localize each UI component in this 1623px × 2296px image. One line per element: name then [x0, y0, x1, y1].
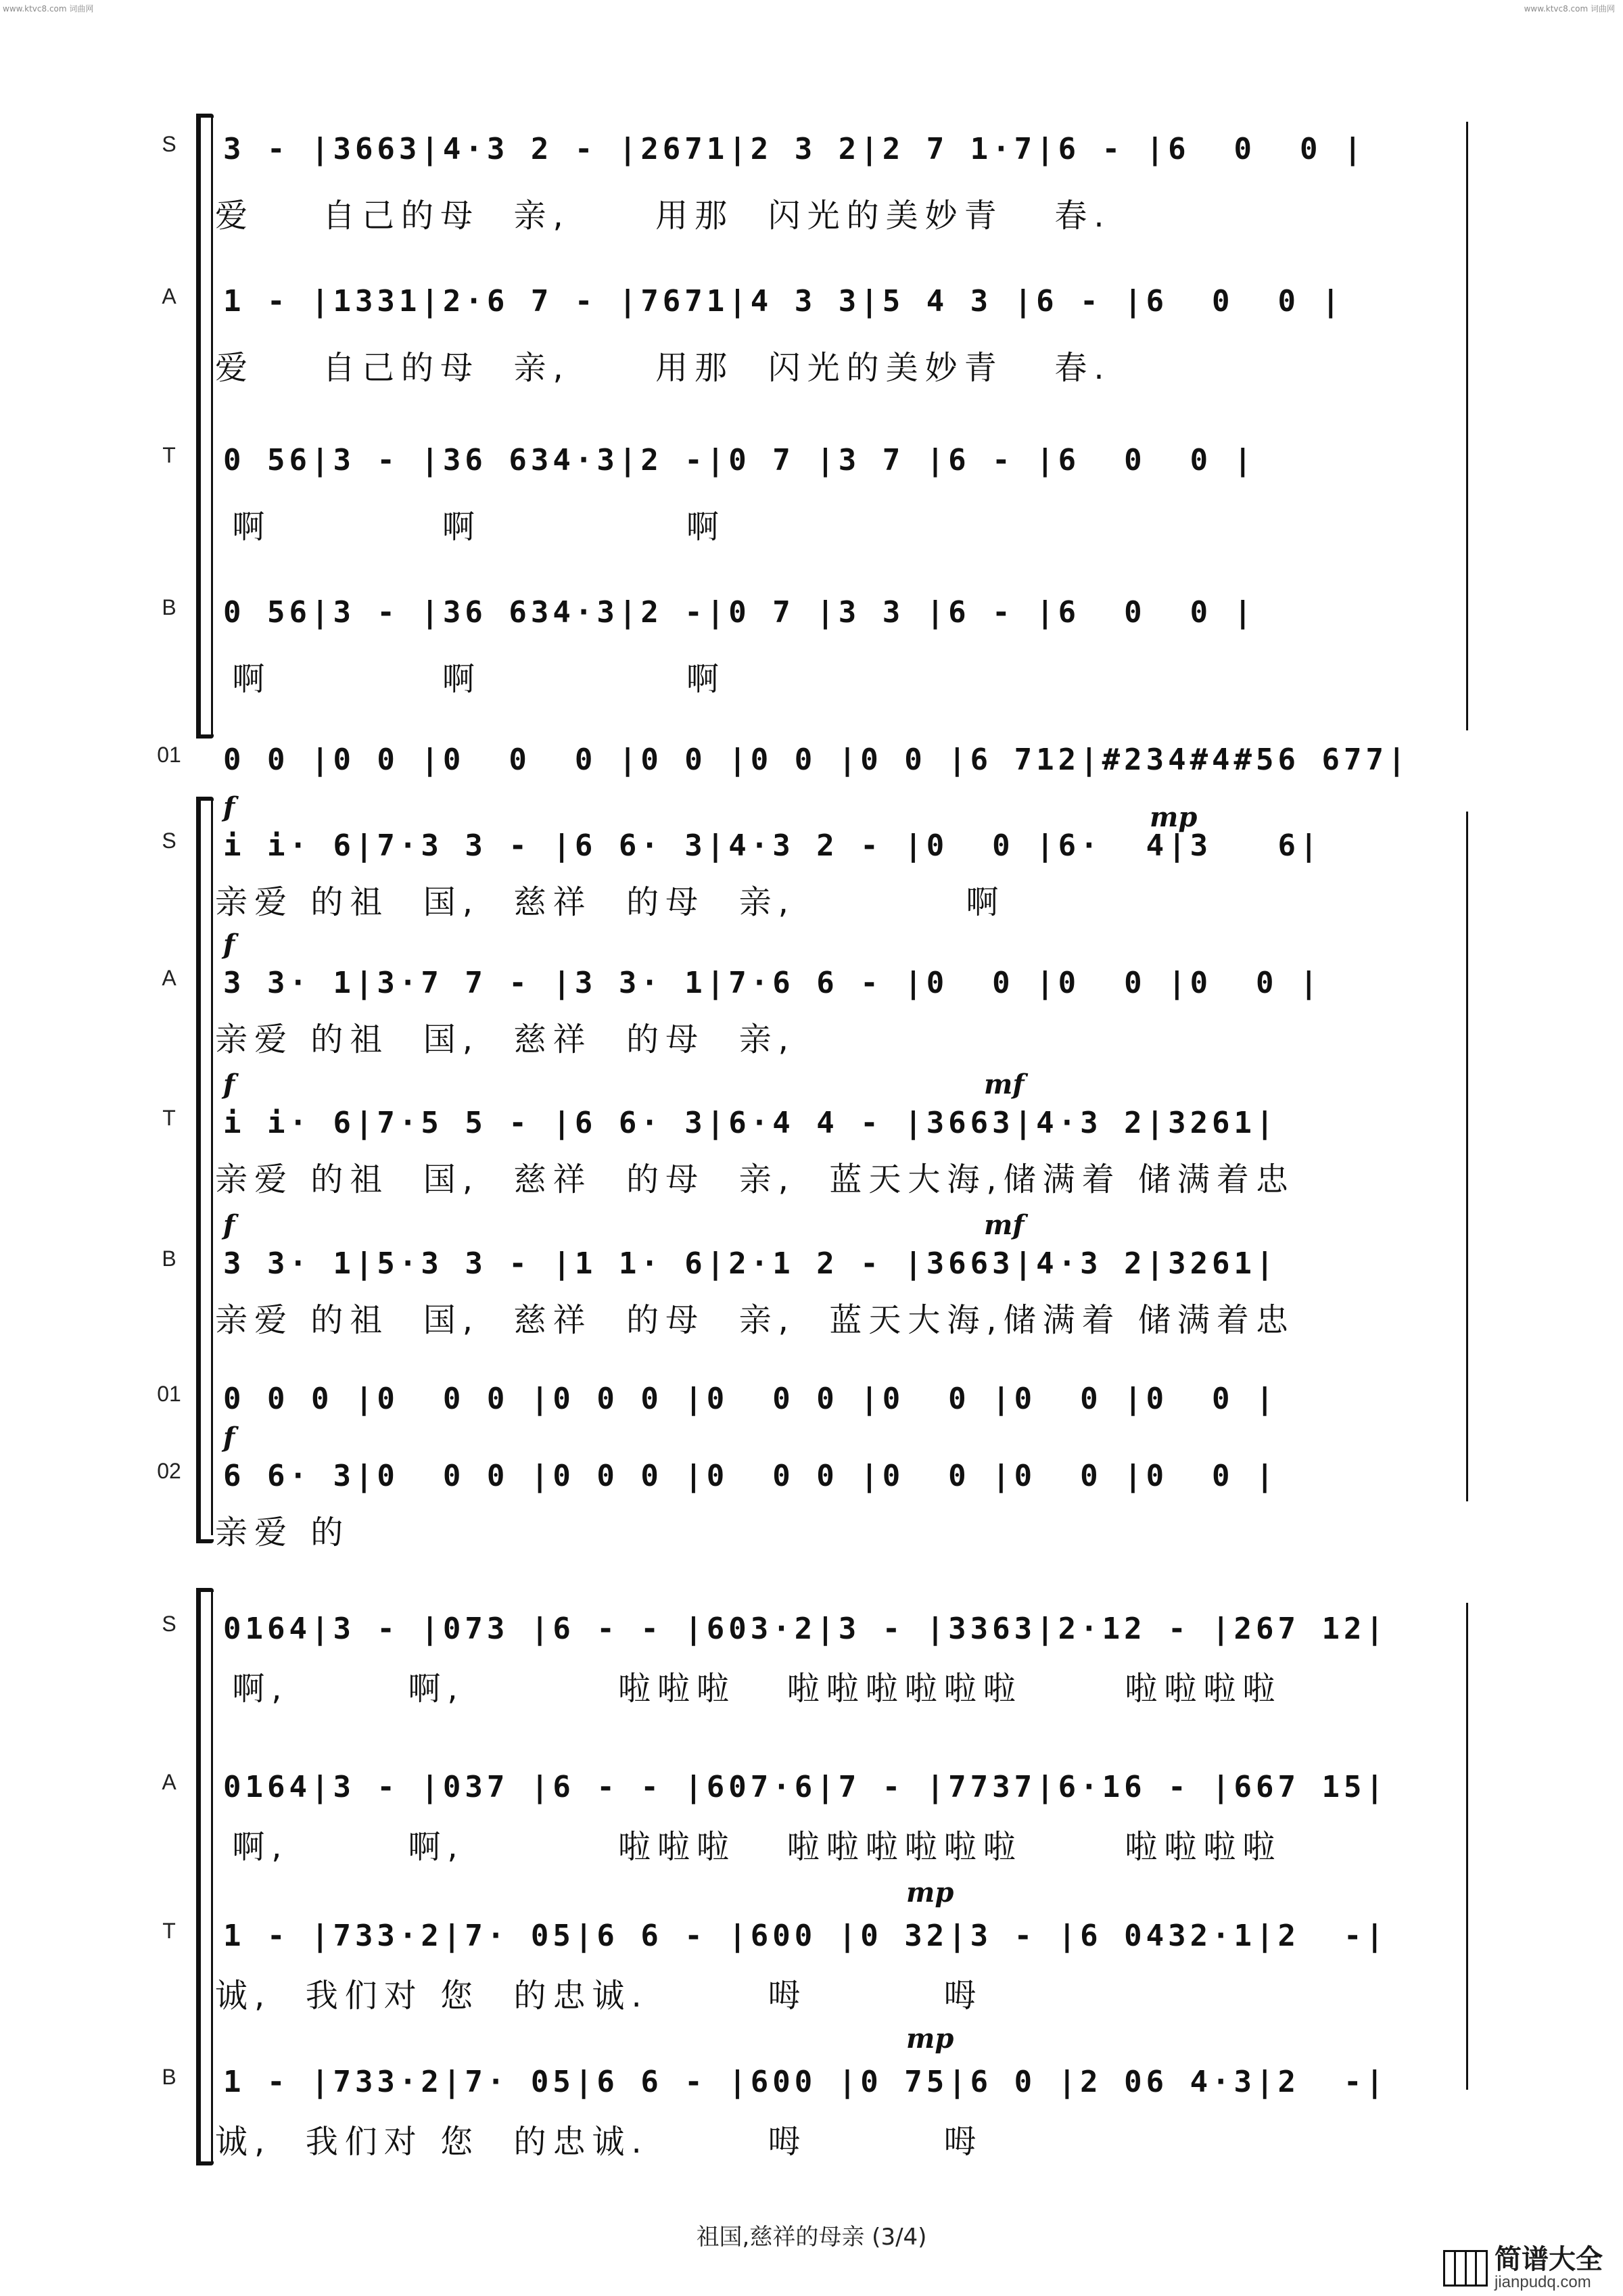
notation-line: 0164|3 - |073 |6 - - |603·2|3 - |3363|2·12 - |267 12|: [223, 1612, 1388, 1646]
dynamic-mark: mf: [984, 1069, 1025, 1100]
part-label: 01: [157, 743, 181, 767]
part-label: B: [162, 2065, 177, 2089]
piano-icon: [1443, 2250, 1488, 2287]
lyric-line: 啊 啊 啊: [215, 508, 726, 546]
part-label: B: [162, 1246, 177, 1271]
notation-line: 1 - |733·2|7· 05|6 6 - |600 |0 75|6 0 |2 06 4·3|2 -|: [223, 2065, 1388, 2099]
lyric-line: 亲爱 的祖 国, 慈祥 的母 亲, 蓝天大海,储满着 储满着忠: [215, 1161, 1295, 1198]
lyric-line: 爱 自己的母 亲, 用那 闪光的美妙青 春.: [215, 349, 1111, 387]
lyric-line: 亲爱 的祖 国, 慈祥 的母 亲, 啊: [215, 883, 1006, 921]
part-label: T: [162, 1919, 176, 1943]
notation-line: 0164|3 - |037 |6 - - |607·6|7 - |7737|6·16 - |667 15|: [223, 1770, 1388, 1804]
logo-brand-name: 简谱大全: [1495, 2244, 1603, 2275]
notation-line: 0 0 0 |0 0 0 |0 0 0 |0 0 0 |0 0 |0 0 |0 0 |: [223, 1382, 1278, 1416]
lyric-line: 爱 自己的母 亲, 用那 闪光的美妙青 春.: [215, 197, 1111, 235]
lyric-line: 啊, 啊, 啦啦啦 啦啦啦啦啦啦 啦啦啦啦: [215, 1828, 1282, 1866]
notation-line: 3 3· 1|3·7 7 - |3 3· 1|7·6 6 - |0 0 |0 0 |0 0 |: [223, 966, 1322, 1000]
part-label: 02: [157, 1459, 181, 1483]
system-barline: [211, 1589, 213, 2164]
watermark-right: www.ktvc8.com 词曲网: [1524, 4, 1615, 14]
notation-line: 1 - |1331|2·6 7 - |7671|4 3 3|5 4 3 |6 - |6 0 0 |: [223, 284, 1344, 319]
notation-line: i i· 6|7·3 3 - |6 6· 3|4·3 2 - |0 0 |6· 4|3 6|: [223, 828, 1322, 863]
lyric-line: 诚, 我们对 您 的忠诚. 呣 呣: [215, 2123, 983, 2161]
logo-brand-url: jianpudq.com: [1495, 2273, 1591, 2291]
lyric-line: 亲爱 的: [215, 1514, 350, 1551]
end-barline: [1466, 812, 1468, 1501]
part-label: 01: [157, 1382, 181, 1406]
notation-line: 0 0 |0 0 |0 0 0 |0 0 |0 0 |0 0 |6 712|#234#4#56 677|: [223, 743, 1410, 777]
part-label: A: [162, 284, 177, 308]
system-barline: [211, 798, 213, 1535]
page-footer-title: 祖国,慈祥的母亲 (3/4): [696, 2224, 927, 2251]
part-label: A: [162, 1770, 177, 1794]
watermark-left: www.ktvc8.com 词曲网: [3, 4, 94, 14]
system-barline: [211, 115, 213, 737]
part-label: T: [162, 1106, 176, 1130]
part-label: S: [162, 132, 177, 156]
part-label: S: [162, 1612, 177, 1636]
end-barline: [1466, 122, 1468, 730]
notation-line: 0 56|3 - |36 634·3|2 -|0 7 |3 3 |6 - |6 0 0 |: [223, 595, 1256, 630]
dynamic-mark: f: [223, 929, 235, 960]
lyric-line: 啊, 啊, 啦啦啦 啦啦啦啦啦啦 啦啦啦啦: [215, 1670, 1282, 1708]
part-label: T: [162, 443, 176, 467]
dynamic-mark: f: [223, 791, 235, 823]
dynamic-mark: mp: [906, 1877, 954, 1908]
dynamic-mark: f: [223, 1069, 235, 1100]
system-bracket: [196, 1589, 210, 2164]
part-label: B: [162, 595, 177, 619]
notation-line: 0 56|3 - |36 634·3|2 -|0 7 |3 7 |6 - |6 0 0 |: [223, 443, 1256, 477]
lyric-line: 诚, 我们对 您 的忠诚. 呣 呣: [215, 1977, 983, 2015]
notation-line: 3 - |3663|4·3 2 - |2671|2 3 2|2 7 1·7|6 - |6 0 0 |: [223, 132, 1366, 166]
part-label: S: [162, 828, 177, 853]
dynamic-mark: mp: [1150, 801, 1198, 833]
notation-line: 6 6· 3|0 0 0 |0 0 0 |0 0 0 |0 0 |0 0 |0 0 |: [223, 1459, 1278, 1493]
dynamic-mark: mp: [906, 2023, 954, 2055]
part-label: A: [162, 966, 177, 990]
system-bracket: [196, 798, 210, 1542]
notation-line: 3 3· 1|5·3 3 - |1 1· 6|2·1 2 - |3663|4·3 2|3261|: [223, 1246, 1278, 1281]
lyric-line: 亲爱 的祖 国, 慈祥 的母 亲, 蓝天大海,储满着 储满着忠: [215, 1301, 1295, 1339]
dynamic-mark: mf: [984, 1209, 1025, 1241]
notation-line: 1 - |733·2|7· 05|6 6 - |600 |0 32|3 - |6 0432·1|2 -|: [223, 1919, 1388, 1953]
site-logo[interactable]: [1443, 2245, 1603, 2291]
dynamic-mark: f: [223, 1422, 235, 1453]
notation-line: i i· 6|7·5 5 - |6 6· 3|6·4 4 - |3663|4·3 2|3261|: [223, 1106, 1278, 1140]
end-barline: [1466, 1603, 1468, 2090]
lyric-line: 亲爱 的祖 国, 慈祥 的母 亲,: [215, 1021, 795, 1058]
lyric-line: 啊 啊 啊: [215, 660, 726, 698]
dynamic-mark: f: [223, 1209, 235, 1241]
system-bracket: [196, 115, 210, 737]
